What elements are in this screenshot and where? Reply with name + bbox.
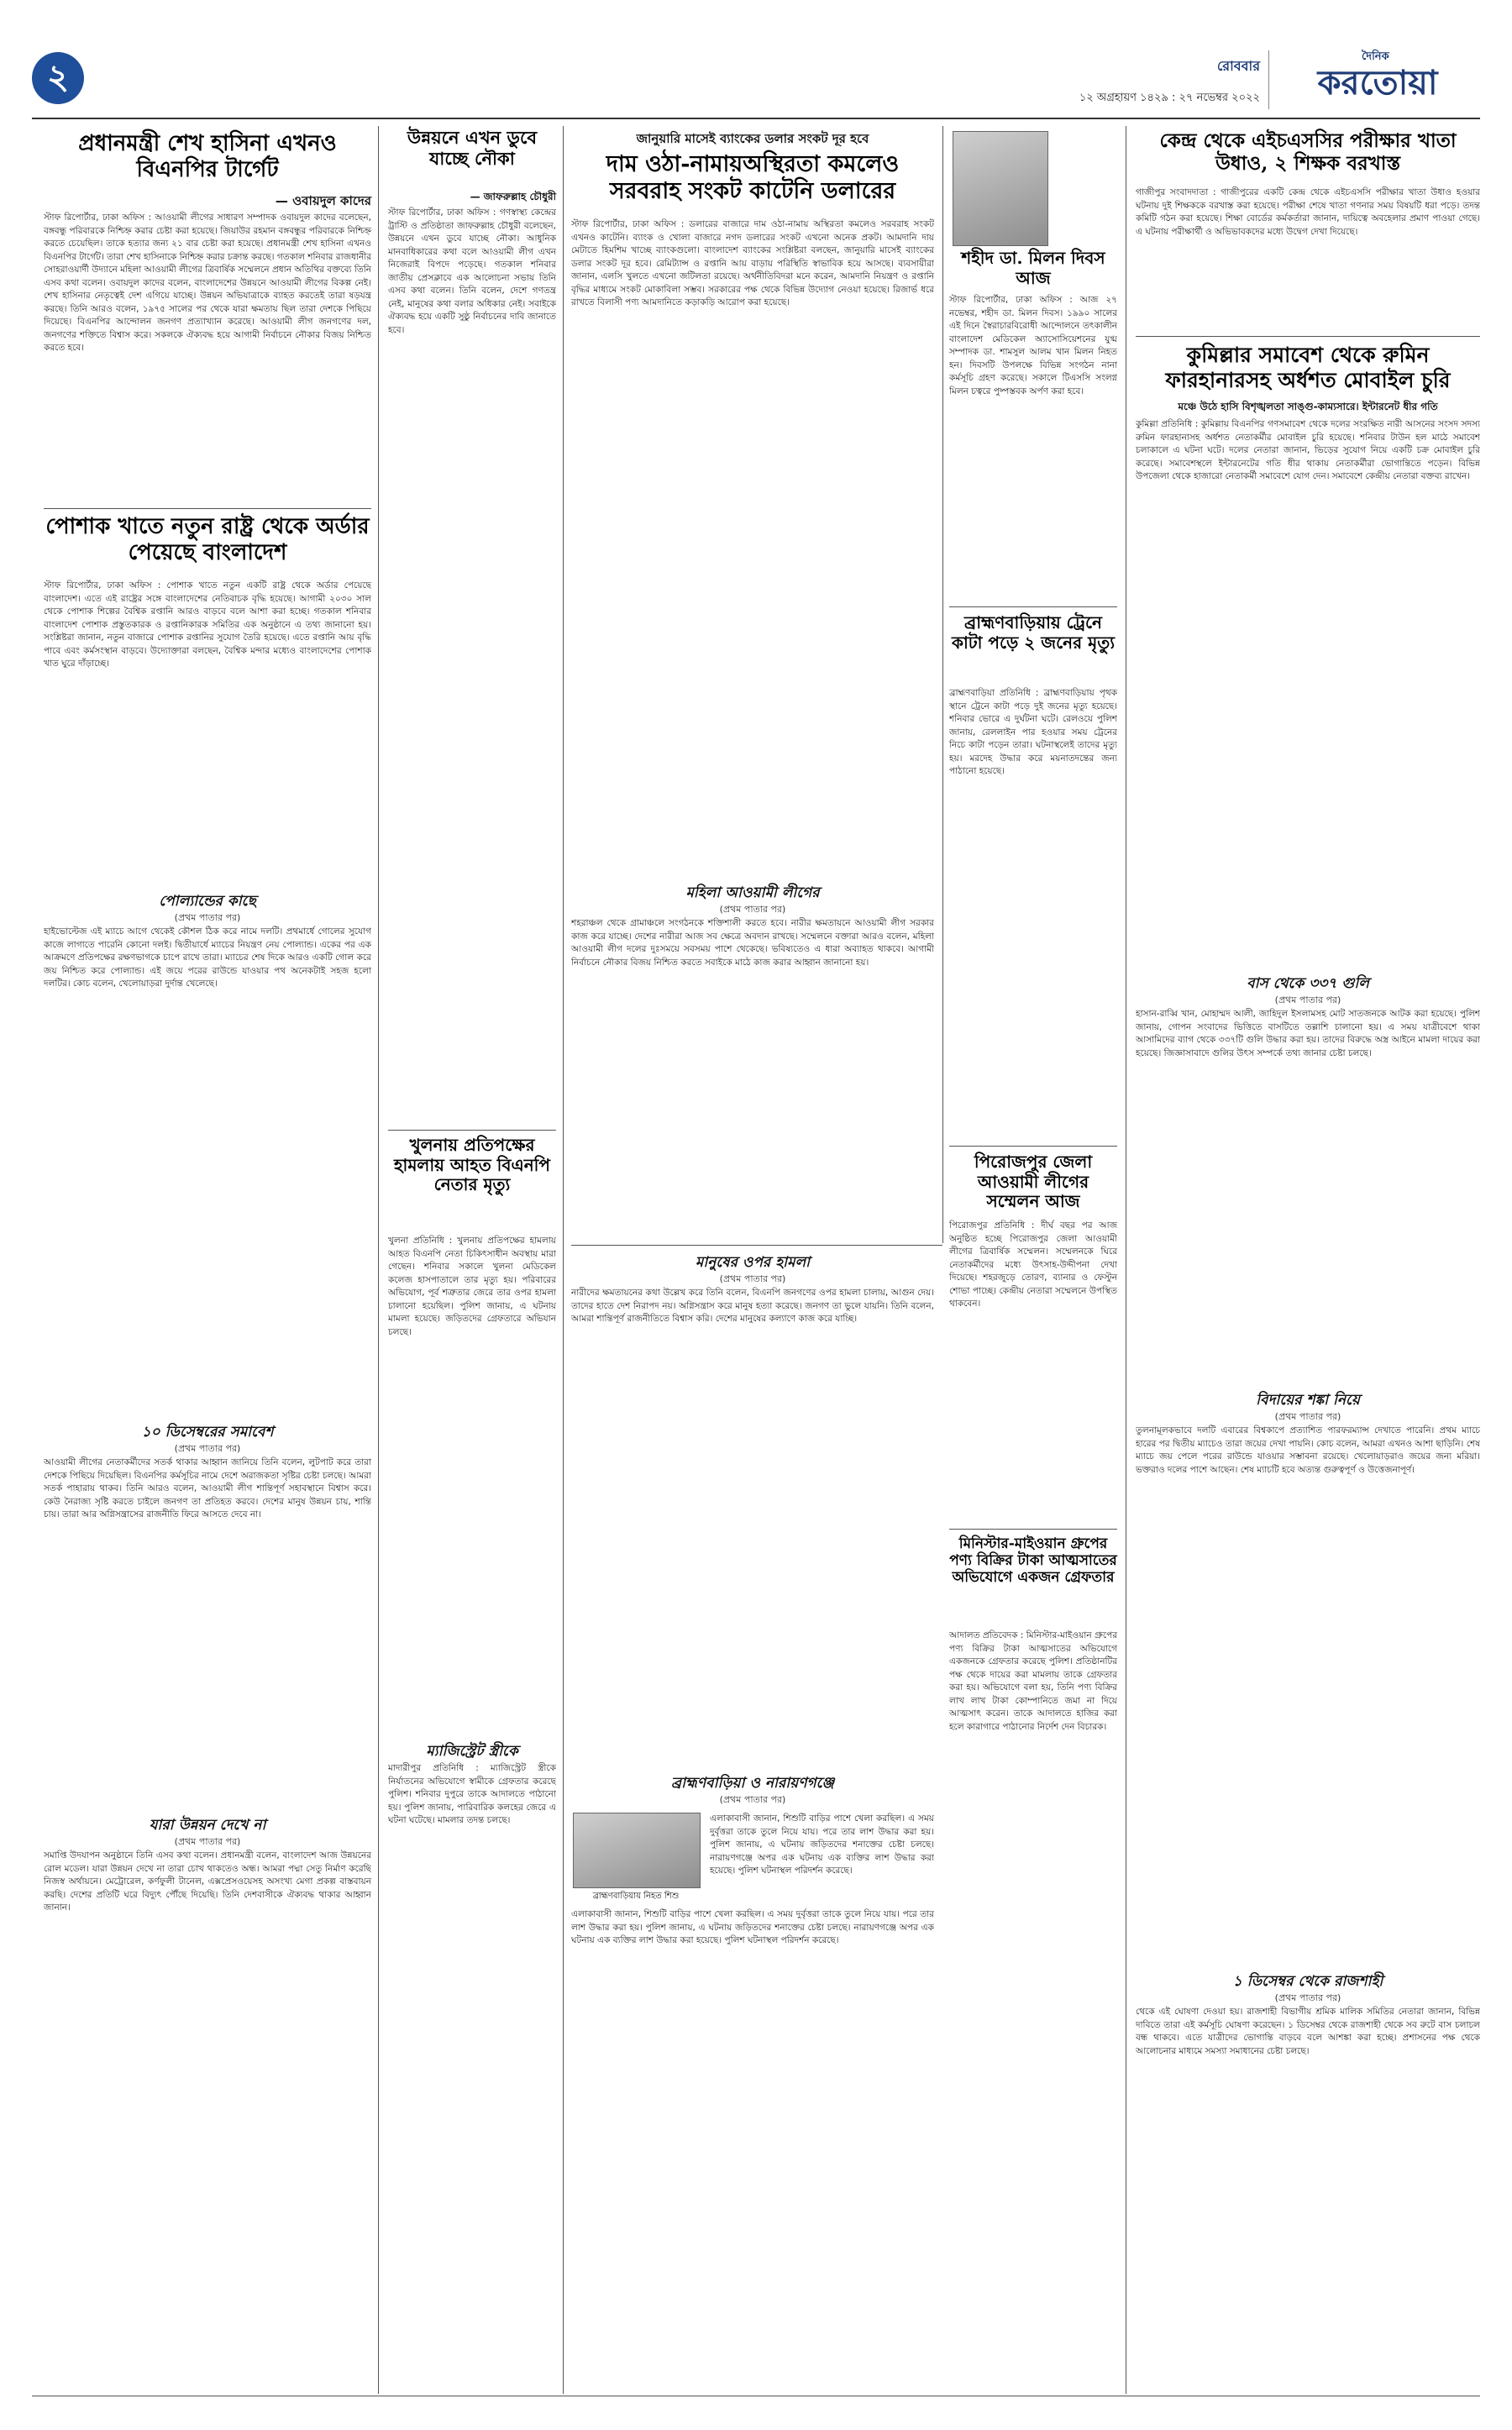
bus-subcaption: (প্রথম পাতার পর): [1274, 995, 1341, 1005]
dec1-body: থেকে এই ঘোষণা দেওয়া হয়। রাজশাহী বিভাগীয় শ্রমিক মালিক সমিতির নেতারা জানান, বিভিন্ন দাবিতে তারা এই কর্মসূচি ঘোষণা করেছেন। ১ ডিসেম্বর থেকে রাজশাহী থেকে সব রুটে বাস চলাচল বন্ধ থাকবে। এতে যাত্রীদের ভোগান্তি বাড়বে বলে আশঙ্কা করা হচ্ছে। প্রশাসনের পক্ষ থেকে আলোচনার মাধ্যমে সমস্যা সমাধানের চেষ্টা চলছে।: [1136, 2007, 1480, 2056]
khulna-body: খুলনা প্রতিনিধি : খুলনায় প্রতিপক্ষের হামলায় আহত বিএনপি নেতা চিকিৎসাধীন অবস্থায় মারা গেছেন। শনিবার সকালে খুলনা মেডিকেল কলেজ হাসপাতালে তার মৃত্যু হয়। পরিবারের অভিযোগ, পূর্ব শত্রুতার জেরে তার ওপর হামলা চালানো হয়েছিল। পুলিশ জানায়, এ ঘটনায় মামলা হয়েছে। জড়িতদের গ্রেফতারে অভিযান চলছে।: [388, 1236, 556, 1337]
child-photo-caption: ব্রাহ্মণবাড়িয়ায় নিহত শিশু: [592, 1892, 680, 1901]
logo-small-text: দৈনিক: [1362, 50, 1389, 63]
dollar-headline: দাম ওঠা-নামায়অস্থিরতা কমলেও সরবরাহ সংকট কাটেনি ডলারের: [606, 151, 900, 204]
boat-body: স্টাফ রিপোর্টার, ঢাকা অফিস : গণস্বাস্থ্য কেন্দ্রের ট্রাস্টি ও প্রতিষ্ঠাতা জাফরুল্লাহ চৌধুরী বলেছেন, উন্নয়নে এখন ডুবে যাচ্ছে নৌকা। আধুনিক মানবাধিকারের কথা বলে আওয়ামী লীগ এখন নিজেরাই বিপদে পড়েছে। গতকাল শনিবার জাতীয় প্রেসক্লাবে এক আলোচনা সভায় তিনি এসব কথা বলেন। তিনি বলেন, দেশে গণতন্ত্র নেই, মানুষের কথা বলার অধিকার নেই। সবাইকে ঐক্যবদ্ধ হয়ে একটি সুষ্ঠু নির্বাচনের দাবি জানাতে হবে।: [388, 207, 556, 335]
garment-body: স্টাফ রিপোর্টার, ঢাকা অফিস : পোশাক খাতে নতুন একটি রাষ্ট্র থেকে অর্ডার পেয়েছে বাংলাদেশ। এতে এই রাষ্ট্রের সঙ্গে বাংলাদেশের নেতিবাচক বৃদ্ধি হয়েছে। আগামী ২০৩০ সাল থেকে পোশাক শিল্পের বৈশ্বিক রপ্তানি আরও বাড়বে বলে আশা করা হচ্ছে। গতকাল শনিবার বাংলাদেশ পোশাক প্রস্তুতকারক ও রপ্তানিকারক সমিতির এক অনুষ্ঠানে এ তথ্য জানানো হয়। সংশ্লিষ্টরা জানান, নতুন বাজারে পোশাক রপ্তানির সুযোগ তৈরি হয়েছে। এতে রপ্তানি আয় বৃদ্ধি পাবে এবং কর্মসংস্থান বাড়বে। উদ্যোক্তারা বলছেন, বৈশ্বিক মন্দার মধ্যেও বাংলাদেশের পোশাক খাত ঘুরে দাঁড়াচ্ছে।: [44, 580, 371, 669]
dollar-body: স্টাফ রিপোর্টার, ঢাকা অফিস : ডলারের বাজারে দাম ওঠা-নামায় অস্থিরতা কমলেও সরবরাহ সংকট এখনও কাটেনি। ব্যাংক ও খোলা বাজারে নগদ ডলারের সংকট এখনো অনেক প্রকট। আমদানি দায় মেটাতে হিমশিম খাচ্ছে ব্যাংকগুলো। বাংলাদেশ ব্যাংকের সংশ্লিষ্টরা বলছেন, জানুয়ারি মাসেই ব্যাংকের ডলার সংকট দূর হবে। রেমিট্যান্স ও রপ্তানি আয় বাড়ায় পরিস্থিতি স্বাভাবিক হয়ে আসছে। ব্যবসায়ীরা জানান, এলসি খুলতে এখনো জটিলতা রয়েছে। অর্থনীতিবিদরা মনে করেন, আমদানি নিয়ন্ত্রণ ও রপ্তানি বৃদ্ধির মাধ্যমে সংকট মোকাবিলা সম্ভব। সরকারের পক্ষ থেকে বিভিন্ন উদ্যোগ নেওয়া হয়েছে। রিজার্ভ ধরে রাখতে বিলাসী পণ্য আমদানিতে কড়াকড়ি আরোপ করা হয়েছে।: [571, 219, 934, 308]
comilla-body: কুমিল্লা প্রতিনিধি : কুমিল্লায় বিএনপির গণসমাবেশ থেকে দলের সংরক্ষিত নারী আসনের সংসদ সদস্য রুমিন ফারহানাসহ অর্ধশত নেতাকর্মীর মোবাইল চুরি হয়েছে। শনিবার টাউন হল মাঠে সমাবেশ চলাকালে এ ঘটনা ঘটে। দলের নেতারা জানান, ভিড়ের সুযোগ নিয়ে একটি চক্র মোবাইল চুরি করেছে। সমাবেশস্থলে ইন্টারনেটের গতি ধীর থাকায় নেতাকর্মীরা ভোগান্তিতে পড়েন। বিভিন্ন উপজেলা থেকে হাজারো নেতাকর্মী সমাবেশে যোগ দেন। সমাবেশে কেন্দ্রীয় নেতারা বক্তব্য রাখেন।: [1136, 419, 1480, 482]
masthead-divider: [1268, 50, 1269, 109]
garment-headline: পোশাক খাতে নতুন রাষ্ট্র থেকে অর্ডার পেয়েছে বাংলাদেশ: [45, 514, 370, 565]
polytechnic-body: হাইভোল্টেজ এই ম্যাচে আগে থেকেই কৌশল ঠিক করে নামে দলটি। প্রথমার্ধে গোলের সুযোগ কাজে লাগাতে পারেনি কোনো দলই। দ্বিতীয়ার্ধে ম্যাচের নিয়ন্ত্রণ নেয় পোল্যান্ড। একের পর এক আক্রমণে প্রতিপক্ষের রক্ষণভাগকে চাপে রাখে তারা। ম্যাচের শেষ দিকে আরও একটি গোল করে জয় নিশ্চিত করে পোল্যান্ড। এই জয়ে পরের রাউন্ডে যাওয়ার পথ অনেকটাই সহজ হলো দলটির। কোচ বলেন, খেলোয়াড়রা দুর্দান্ত খেলেছে।: [44, 926, 371, 989]
hsc-headline: কেন্দ্র থেকে এইচএসসির পরীক্ষার খাতা উধাও, ২ শিক্ষক বরখাস্ত: [1159, 129, 1457, 176]
mohila-body: শহরাঞ্চল থেকে গ্রামাঞ্চলে সংগঠনকে শক্তিশালী করতে হবে। নারীর ক্ষমতায়নে আওয়ামী লীগ সরকার কাজ করে যাচ্ছে। দেশের নারীরা আজ সব ক্ষেত্রে অবদান রাখছে। সম্মেলনে বক্তারা আরও বলেন, মহিলা আওয়ামী লীগ দলের দুঃসময়ে সবসময় পাশে থেকেছে। ভবিষ্যতেও এ ধারা অব্যাহত থাকবে। আগামী নির্বাচনে নৌকার বিজয় নিশ্চিত করতে সবাইকে মাঠে কাজ করার আহ্বান জানানো হয়।: [571, 918, 934, 968]
manusher-headline: মানুষের ওপর হামলা: [695, 1254, 811, 1271]
child-photo: [573, 1813, 701, 1888]
boat-headline: উন্নয়নে এখন ডুবে যাচ্ছে নৌকা: [407, 127, 538, 169]
rally10-headline: ১০ ডিসেম্বরের সমাবেশ: [141, 1424, 274, 1441]
pm-byline: — ওবায়দুল কাদের: [275, 193, 371, 208]
page-number: ২: [46, 56, 69, 97]
masthead-rule: [32, 118, 1480, 119]
brahman-narayan-headline: ব্রাহ্মণবাড়িয়া ও নারায়ণগঞ্জে: [671, 1775, 834, 1792]
newspaper-logo: [1281, 49, 1474, 100]
comilla-headline: কুমিল্লার সমাবেশ থেকে রুমিন ফারহানারসহ অর্ধশত মোবাইল চুরি: [1165, 343, 1451, 392]
mohila-subcaption: (প্রথম পাতার পর): [719, 904, 786, 915]
minister-headline: মিনিস্টার-মাইওয়ান গ্রুপের পণ্য বিক্রির টাকা আত্মসাতের অভিযোগে একজন গ্রেফতার: [949, 1535, 1117, 1587]
pirojpur-headline: পিরোজপুর জেলা আওয়ামী লীগের সম্মেলন আজ: [974, 1152, 1093, 1212]
bus-body: হাসান-রাব্বি খান, মোহাম্মদ আলী, জাহিদুল ইসলামসহ মোট সাতজনকে আটক করা হয়েছে। পুলিশ জানায়, গোপন সংবাদের ভিত্তিতে বাসটিতে তল্লাশি চালানো হয়। এ সময় যাত্রীবেশে থাকা আসামিদের ব্যাগ থেকে ৩৩৭টি গুলি উদ্ধার করা হয়। তাদের বিরুদ্ধে অস্ত্র আইনে মামলা দায়ের করা হয়েছে। জিজ্ঞাসাবাদে গুলির উৎস সম্পর্কে তথ্য জানার চেষ্টা চলছে।: [1136, 1009, 1480, 1058]
jara-body: সমাপ্তি উদযাপন অনুষ্ঠানে তিনি এসব কথা বলেন। প্রধানমন্ত্রী বলেন, বাংলাদেশ আজ উন্নয়নের রোল মডেল। যারা উন্নয়ন দেখে না তারা চোখ থাকতেও অন্ধ। আমরা পদ্মা সেতু নির্মাণ করেছি নিজস্ব অর্থায়নে। মেট্রোরেল, কর্ণফুলী টানেল, এক্সপ্রেসওয়েসহ অসংখ্য মেগা প্রকল্প বাস্তবায়ন করছি। দেশের প্রতিটি ঘরে বিদ্যুৎ পৌঁছে দিয়েছি। তিনি দেশবাসীকে ঐক্যবদ্ধ থাকার আহ্বান জানান।: [44, 1850, 371, 1913]
masthead-day: রোববার: [1216, 58, 1260, 74]
manusher-subcaption: (প্রথম পাতার পর): [719, 1273, 786, 1284]
jara-subcaption: (প্রথম পাতার পর): [174, 1836, 241, 1847]
jara-headline: যারা উন্নয়ন দেখে না: [149, 1817, 266, 1834]
dollar-kicker: জানুয়ারি মাসেই ব্যাংকের ডলার সংকট দূর হবে: [636, 131, 869, 146]
milon-body: স্টাফ রিপোর্টার, ঢাকা অফিস : আজ ২৭ নভেম্বর, শহীদ ডা. মিলন দিবস। ১৯৯০ সালের এই দিনে স্বৈরাচারবিরোধী আন্দোলনে তৎকালীন বাংলাদেশ মেডিকেল অ্যাসোসিয়েশনের যুগ্ম সম্পাদক ডা. শামসুল আলম খান মিলন নিহত হন। দিবসটি উপলক্ষে বিভিন্ন সংগঠন নানা কর্মসূচি গ্রহণ করেছে। সকালে টিএসসি সংলগ্ন মিলন চত্বরে পুষ্পস্তবক অর্পণ করা হবে।: [949, 295, 1117, 396]
pm-body: স্টাফ রিপোর্টার, ঢাকা অফিস : আওয়ামী লীগের সাধারণ সম্পাদক ওবায়দুল কাদের বলেছেন, বঙ্গবন্ধু পরিবারকে নিশ্চিহ্ন করার চেষ্টা করা হয়েছে। জিয়াউর রহমান বঙ্গবন্ধুর পরিবারকে নিশ্চিহ্ন করতে চেয়েছিল। তাকে হত্যার জন্য ২১ বার চেষ্টা করা হয়েছে। প্রধানমন্ত্রী শেখ হাসিনা এখনও বিএনপির টার্গেট। তারা শেখ হাসিনাকে নিশ্চিহ্ন করার চক্রান্ত করছে। গতকাল শনিবার রাজধানীর সোহরাওয়ার্দী উদ্যানে মহিলা আওয়ামী লীগের ত্রিবার্ষিক সম্মেলনে প্রধান অতিথির বক্তব্যে তিনি এসব কথা বলেন। ওবায়দুল কাদের বলেন, বাংলাদেশের উন্নয়নে আওয়ামী লীগের বিকল্প নেই। শেখ হাসিনার নেতৃত্বেই দেশ এগিয়ে যাচ্ছে। উন্নয়ন অভিযাত্রাকে ব্যাহত করতেই তারা ষড়যন্ত্র করছে। তিনি আরও বলেন, ১৯৭৫ সালের পর থেকে যারা ক্ষমতায় ছিল তারা দেশকে পিছিয়ে দিয়েছে। বিএনপির আন্দোলন জনগণ প্রত্যাখ্যান করেছে। আওয়ামী লীগ জনগণের দল, জনগণের শক্তিতে বিশ্বাস করে। সকলকে ঐক্যবদ্ধ হয়ে আগামী নির্বাচনে নৌকার বিজয় নিশ্চিত করতে হবে।: [44, 213, 371, 354]
farewell-headline: বিদায়ের শঙ্কা নিয়ে: [1256, 1392, 1360, 1409]
brahman-narayan-body: এলাকাবাসী জানান, শিশুটি বাড়ির পাশে খেলা করছিল। এ সময় দুর্বৃত্তরা তাকে তুলে নিয়ে যায়। পরে তার লাশ উদ্ধার করা হয়। পুলিশ জানায়, এ ঘটনায় জড়িতদের শনাক্তের চেষ্টা চলছে। নারায়ণগঞ্জে অপর এক ঘটনায় এক ব্যক্তির লাশ উদ্ধার করা হয়েছে। পুলিশ ঘটনাস্থল পরিদর্শন করেছে।: [710, 1813, 934, 1876]
rally10-subcaption: (প্রথম পাতার পর): [174, 1443, 241, 1454]
section-rule: [949, 1146, 1117, 1147]
comilla-subheadline: মঞ্চে উঠে হাসি বিশৃঙ্খলতা সাঙ্গু-কাম্যসারে। ইন্টারনেট ধীর গতি: [1178, 401, 1438, 412]
section-rule: [949, 606, 1117, 607]
hsc-body: গাজীপুর সংবাদদাতা : গাজীপুরের একটি কেন্দ্র থেকে এইচএসসি পরীক্ষার খাতা উধাও হওয়ার ঘটনায় দুই শিক্ষককে বরখাস্ত করা হয়েছে। পরীক্ষা শেষে খাতা গণনার সময় বিষয়টি ধরা পড়ে। তদন্ত কমিটি গঠন করা হয়েছে। শিক্ষা বোর্ডের কর্মকর্তারা জানান, দায়িত্বে অবহেলার প্রমাণ পাওয়া গেছে। এ ঘটনায় পরীক্ষার্থী ও অভিভাবকদের মধ্যে উদ্বেগ দেখা দিয়েছে।: [1136, 187, 1480, 237]
polytechnic-subcaption: (প্রথম পাতার পর): [174, 912, 241, 923]
column-divider: [378, 126, 379, 2394]
pirojpur-body: পিরোজপুর প্রতিনিধি : দীর্ঘ বছর পর আজ অনুষ্ঠিত হচ্ছে পিরোজপুর জেলা আওয়ামী লীগের ত্রিবার্ষিক সম্মেলন। সম্মেলনকে ঘিরে নেতাকর্মীদের মধ্যে উৎসাহ-উদ্দীপনা দেখা দিয়েছে। শহরজুড়ে তোরণ, ব্যানার ও ফেস্টুন শোভা পাচ্ছে। কেন্দ্রীয় নেতারা সম্মেলনে উপস্থিত থাকবেন।: [949, 1220, 1117, 1309]
boat-byline: — জাফরুল্লাহ চৌধুরী: [470, 191, 556, 202]
magistrate-body: মাদারীপুর প্রতিনিধি : ম্যাজিস্ট্রেট স্ত্রীকে নির্যাতনের অভিযোগে স্বামীকে গ্রেফতার করেছে পুলিশ। শনিবার দুপুরে তাকে আদালতে পাঠানো হয়। পুলিশ জানায়, পারিবারিক কলহের জেরে এ ঘটনা ঘটেছে। মামলার তদন্ত চলছে।: [388, 1763, 556, 1826]
column-divider: [942, 126, 943, 1243]
mohila-headline: মহিলা আওয়ামী লীগের: [685, 884, 820, 901]
khulna-headline: খুলনায় প্রতিপক্ষের হামলায় আহত বিএনপি নেতার মৃত্যু: [394, 1135, 550, 1195]
brahman-narayan-body-cont: এলাকাবাসী জানান, শিশুটি বাড়ির পাশে খেলা করছিল। এ সময় দুর্বৃত্তরা তাকে তুলে নিয়ে যায়। পরে তার লাশ উদ্ধার করা হয়। পুলিশ জানায়, এ ঘটনায় জড়িতদের শনাক্তের চেষ্টা চলছে। নারায়ণগঞ্জে অপর এক ঘটনায় এক ব্যক্তির লাশ উদ্ধার করা হয়েছে। পুলিশ ঘটনাস্থল পরিদর্শন করেছে।: [571, 1909, 934, 1946]
pm-headline: প্রধানমন্ত্রী শেখ হাসিনা এখনও বিএনপির টার্গেট: [78, 131, 337, 182]
farewell-body: তুলনামূলকভাবে দলটি এবারের বিশ্বকাপে প্রত্যাশিত পারফরম্যান্স দেখাতে পারেনি। প্রথম ম্যাচে হারের পর দ্বিতীয় ম্যাচেও তারা জয়ের দেখা পায়নি। কোচ বলেন, আমরা এখনও আশা ছাড়িনি। শেষ ম্যাচে জয় পেলে পরের রাউন্ডে যাওয়ার সম্ভাবনা রয়েছে। খেলোয়াড়রাও জয়ের জন্য মরিয়া। ভক্তরাও দলের পাশে আছেন। শেষ ম্যাচটি হবে অত্যন্ত গুরুত্বপূর্ণ ও উত্তেজনাপূর্ণ।: [1136, 1425, 1480, 1475]
milon-headline: শহীদ ডা. মিলন দিবস আজ: [961, 248, 1105, 288]
polytechnic-headline: পোল্যান্ডের কাছে: [159, 893, 256, 910]
section-rule: [1136, 336, 1480, 337]
column-divider: [563, 126, 564, 2394]
section-rule: [44, 508, 371, 509]
brahman-narayan-subcaption: (প্রথম পাতার পর): [719, 1794, 786, 1805]
manusher-body: নারীদের ক্ষমতায়নের কথা উল্লেখ করে তিনি বলেন, বিএনপি জনগণের ওপর হামলা চালায়, আগুন দেয়। তাদের হাতে দেশ নিরাপদ নয়। অগ্নিসন্ত্রাস করে মানুষ হত্যা করেছে। জনগণ তা ভুলে যায়নি। তিনি বলেন, আমরা শান্তিপূর্ণ রাজনীতিতে বিশ্বাস করি। দেশের মানুষের কল্যাণে কাজ করে যাচ্ছি।: [571, 1288, 934, 1325]
section-rule: [388, 1130, 556, 1131]
masthead-dateline: [907, 55, 1260, 108]
minister-body: আদালত প্রতিবেদক : মিনিস্টার-মাইওয়ান গ্রুপের পণ্য বিক্রির টাকা আত্মসাতের অভিযোগে একজনকে গ্রেফতার করেছে পুলিশ। প্রতিষ্ঠানটির পক্ষ থেকে দায়ের করা মামলায় তাকে গ্রেফতার করা হয়। অভিযোগে বলা হয়, তিনি পণ্য বিক্রির লাখ লাখ টাকা কোম্পানিতে জমা না দিয়ে আত্মসাৎ করেন। তাকে আদালতে হাজির করা হলে কারাগারে পাঠানোর নির্দেশ দেন বিচারক।: [949, 1630, 1117, 1732]
farewell-subcaption: (প্রথম পাতার পর): [1274, 1411, 1341, 1422]
masthead-date: ১২ অগ্রহায়ণ ১৪২৯ : ২৭ নভেম্বর ২০২২: [1079, 92, 1260, 104]
dec1-subcaption: (প্রথম পাতার পর): [1274, 1992, 1341, 2003]
milon-photo: [953, 131, 1048, 246]
dec1-headline: ১ ডিসেম্বর থেকে রাজশাহী: [1232, 1973, 1383, 1990]
magistrate-headline: ম্যাজিস্ট্রেট স্ত্রীকে: [426, 1743, 518, 1760]
brahman-train-body: ব্রাহ্মণবাড়িয়া প্রতিনিধি : ব্রাহ্মণবাড়িয়ায় পৃথক স্থানে ট্রেনে কাটা পড়ে দুই জনের মৃত্যু হয়েছে। শনিবার ভোরে এ দুর্ঘটনা ঘটে। রেলওয়ে পুলিশ জানায়, রেললাইন পার হওয়ার সময় ট্রেনের নিচে কাটা পড়েন তারা। ঘটনাস্থলেই তাদের মৃত্যু হয়। মরদেহ উদ্ধার করে ময়নাতদন্তের জন্য পাঠানো হয়েছে।: [949, 688, 1117, 777]
bus-headline: বাস থেকে ৩৩৭ গুলি: [1247, 975, 1369, 992]
logo-main-text: করতোয়া: [1317, 63, 1438, 102]
rally10-body: আওয়ামী লীগের নেতাকর্মীদের সতর্ক থাকার আহ্বান জানিয়ে তিনি বলেন, লুটপাট করে তারা দেশকে পিছিয়ে দিয়েছিল। বিএনপির কর্মসূচির নামে দেশে অরাজকতা সৃষ্টির চেষ্টা চলছে। আমরা সতর্ক পাহারায় থাকব। তিনি আরও বলেন, আওয়ামী লীগ শান্তিপূর্ণ সহাবস্থানে বিশ্বাস করে। কেউ নৈরাজ্য সৃষ্টি করতে চাইলে জনগণ তা প্রতিহত করবে। দেশের মানুষ উন্নয়ন চায়, শান্তি চায়। তারা আর অগ্নিসন্ত্রাসের রাজনীতি ফিরে আসতে দেবে না।: [44, 1457, 371, 1520]
page-number-badge: [32, 52, 84, 104]
section-rule: [571, 1245, 942, 1246]
brahman-train-headline: ব্রাহ্মণবাড়িয়ায় ট্রেনে কাটা পড়ে ২ জনের মৃত্যু: [951, 612, 1116, 653]
section-rule: [949, 1529, 1117, 1530]
